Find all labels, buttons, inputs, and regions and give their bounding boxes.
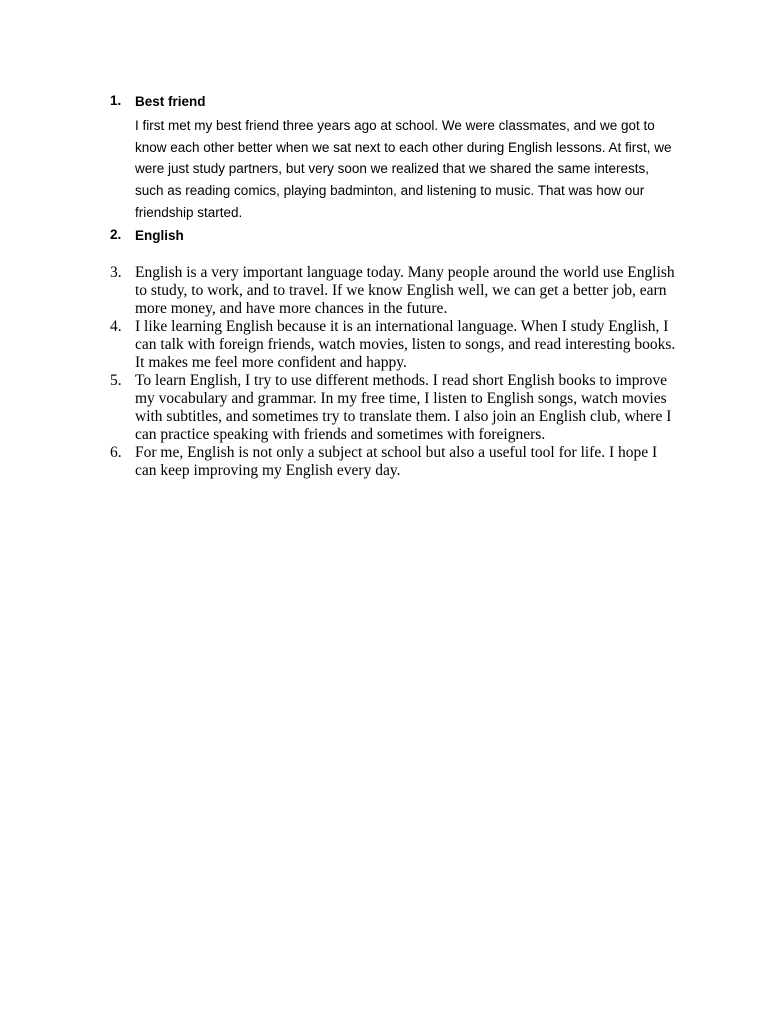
list-number: 1. (110, 93, 122, 108)
paragraph-reasons: I like learning English because it is an international language. When I study English, I can talk with foreign friends, watch movies, listen to songs, and read interesting books. It makes me feel more confident and happy. (135, 317, 676, 371)
document-body (110, 93, 680, 480)
list-item-english (110, 227, 680, 245)
list-item (110, 444, 680, 480)
list-number: 6. (110, 443, 122, 461)
paragraph-conclusion: For me, English is not only a subject at school but also a useful tool for life. I hope I can keep improving my English every day. (135, 443, 658, 479)
paragraph-best-friend: I first met my best friend three years ago at school. We were classmates, and we got to know each other better when we sat next to each other during English lessons. At first, we were just study partners, but very soon we realized that we shared the same interests, such as reading comics, playing badminton, and listening to music. That was how our friendship started. (135, 118, 672, 220)
list-number: 5. (110, 371, 122, 389)
list-number: 2. (110, 226, 122, 242)
list-item-best-friend (110, 93, 680, 224)
list-item (110, 372, 680, 444)
section-heading-best-friend: Best friend (135, 94, 206, 109)
list-number: 3. (110, 263, 122, 281)
list-item (110, 318, 680, 372)
list-number: 4. (110, 317, 122, 335)
paragraph-methods: To learn English, I try to use different methods. I read short English books to improve my vocabulary and grammar. In my free time, I listen to English songs, watch movies with subtitles, and sometimes try to translate them. I also join an English club, where I can practice speaking with friends and sometimes with foreigners. (135, 371, 672, 443)
paragraph-importance: English is a very important language today. Many people around the world use English to study, to work, and to travel. If we know English well, we can get a better job, earn more money, and have more chances in the future. (135, 263, 675, 317)
list-item (110, 264, 680, 318)
section-heading-english: English (135, 227, 184, 243)
